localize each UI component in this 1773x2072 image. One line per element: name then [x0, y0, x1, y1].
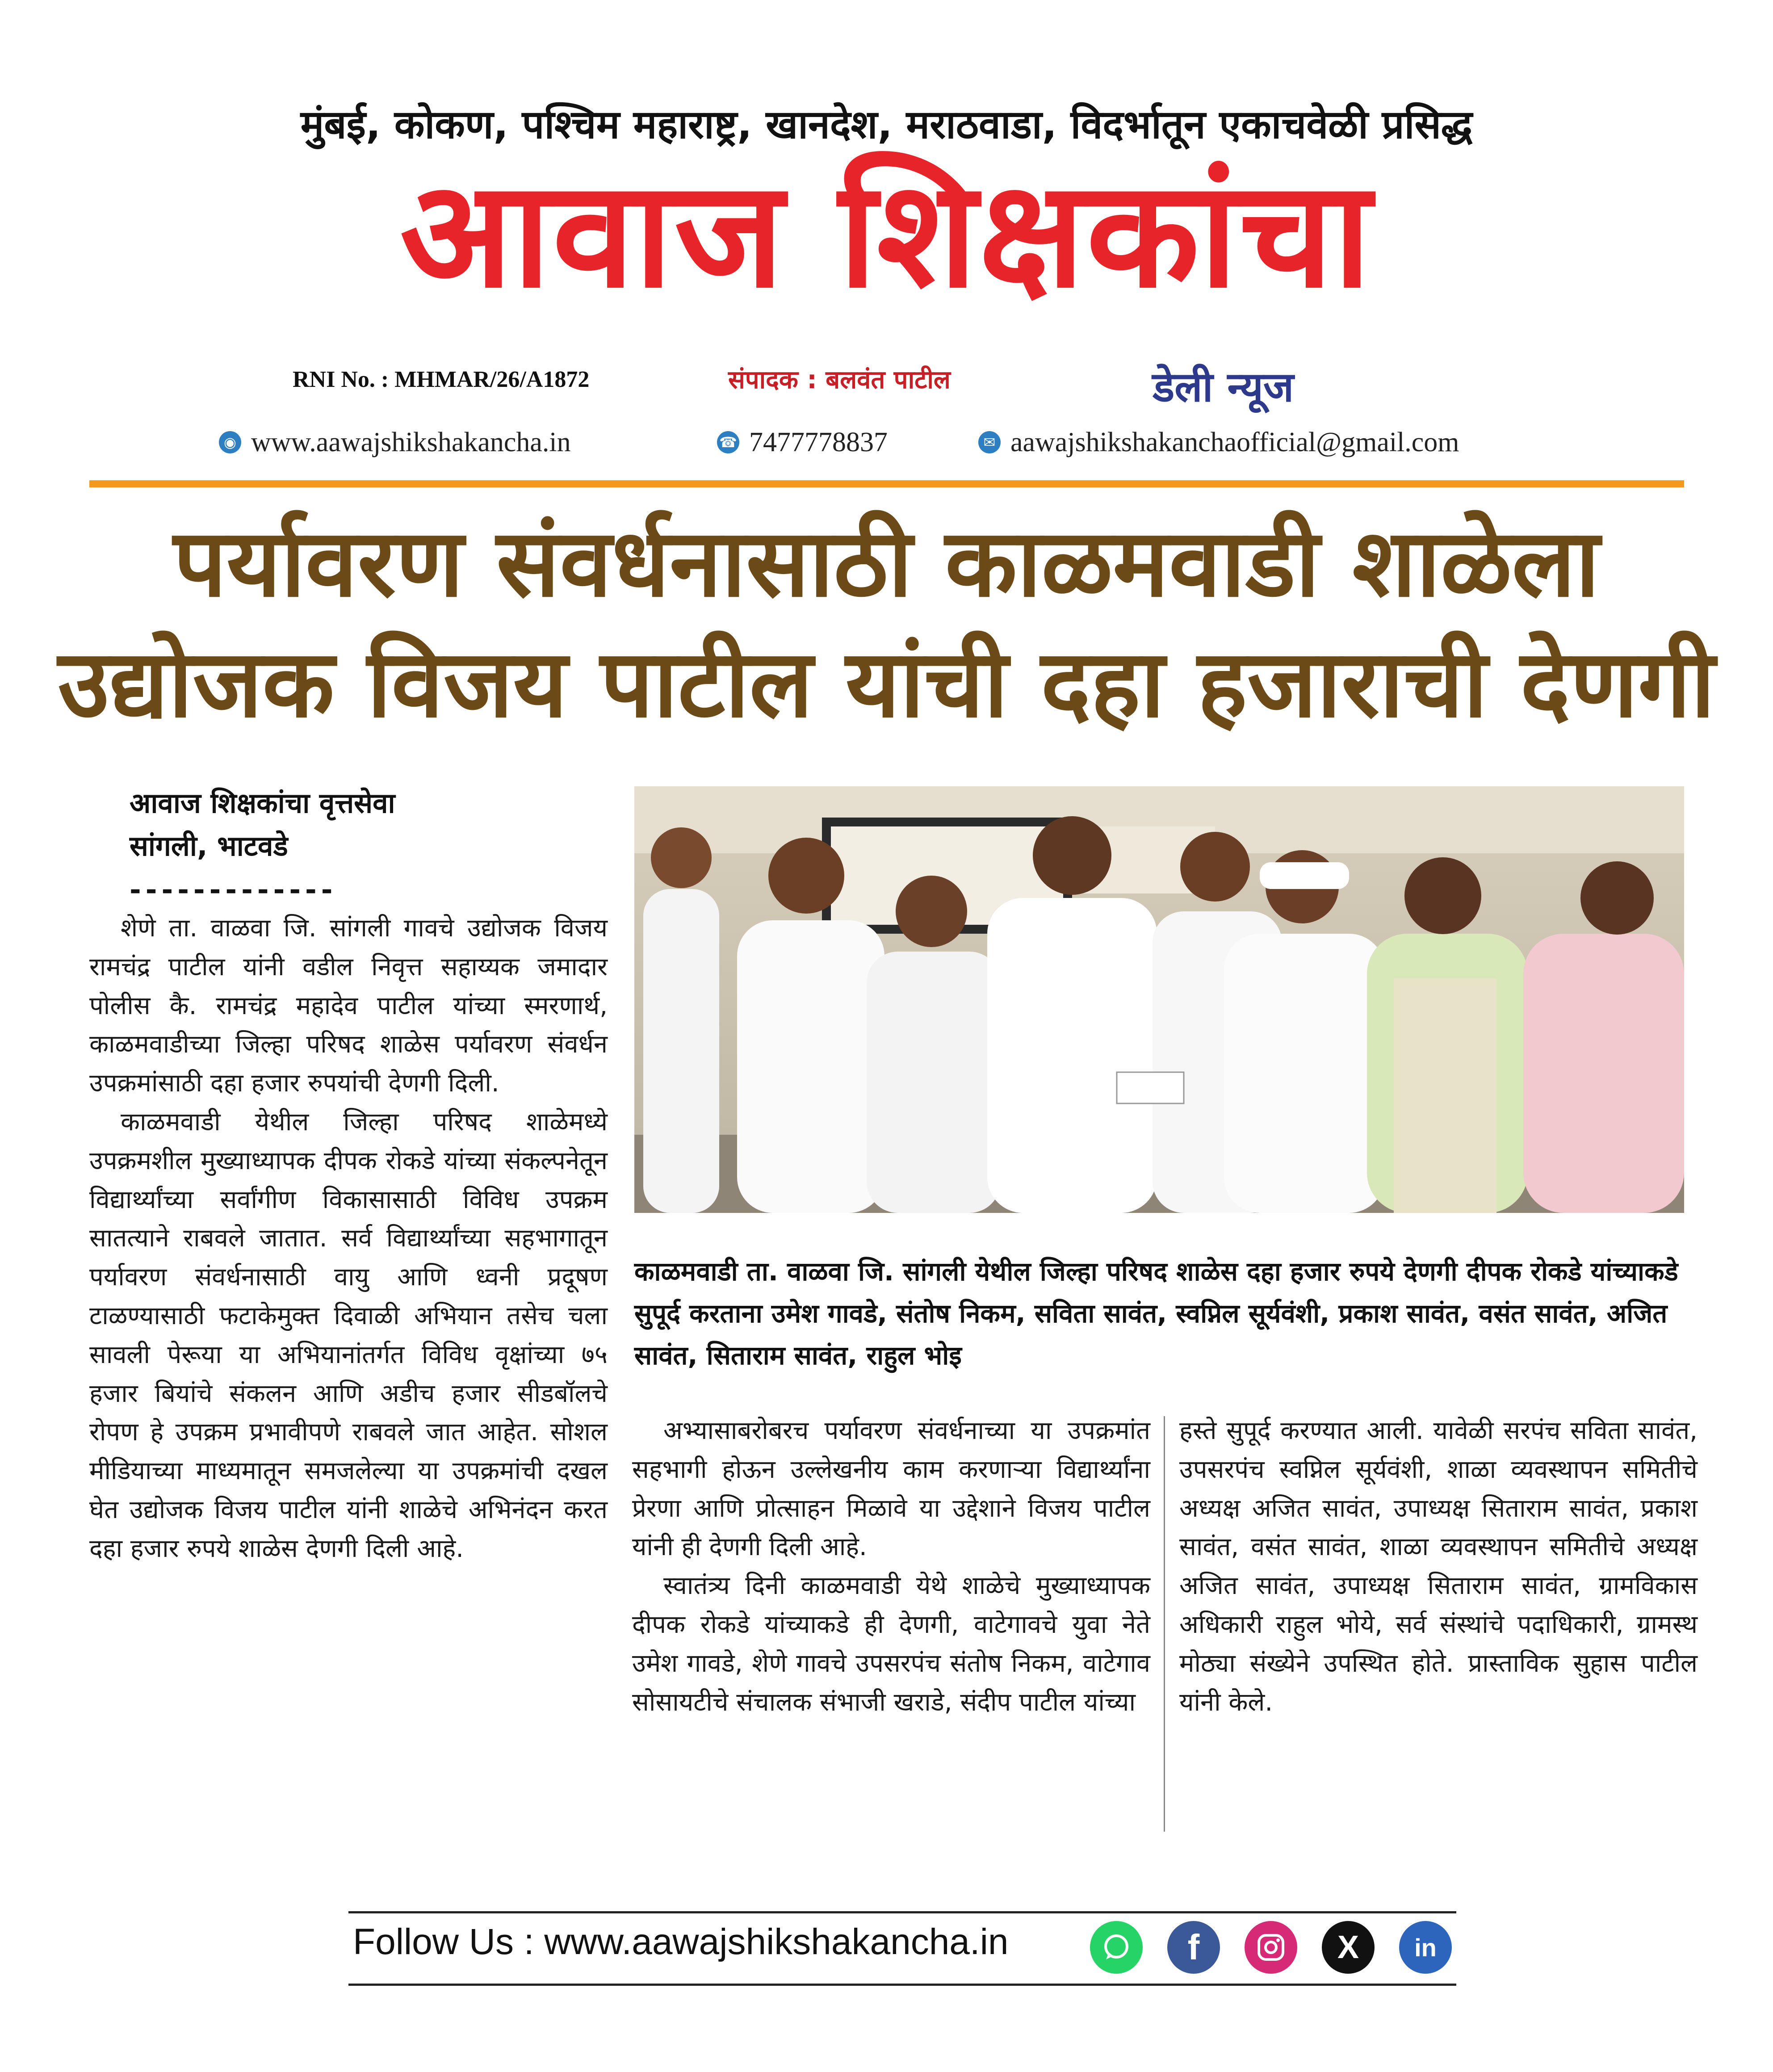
footer-divider-bottom — [348, 1984, 1456, 1986]
contact-website[interactable] — [219, 424, 571, 460]
byline-rule: ------------- — [130, 873, 337, 906]
byline — [130, 782, 395, 868]
tagline: मुंबई, कोकण, पश्चिम महाराष्ट्र, खानदेश, मराठवाडा, विदर्भातून एकाचवेळी प्रसिद्ध — [300, 101, 1473, 147]
contact-email[interactable] — [978, 424, 1459, 460]
email-text: aawajshikshakanchaofficial@gmail.com — [1010, 427, 1459, 457]
facebook-icon[interactable]: f — [1167, 1921, 1220, 1974]
headline-line-1: पर्यावरण संवर्धनासाठी काळमवाडी शाळेला — [173, 508, 1600, 618]
follow-us-link[interactable]: Follow Us : www.aawajshikshakancha.in — [353, 1921, 1009, 1962]
article-column-2 — [632, 1412, 1150, 1722]
globe-icon: ◉ — [219, 431, 241, 453]
article-column-1 — [89, 909, 608, 1569]
phone-text: 7477778837 — [749, 427, 888, 457]
photo-caption: काळमवाडी ता. वाळवा जि. सांगली येथील जिल्हा परिषद शाळेस दहा हजार रुपये देणगी दीपक रोकडे यांच्याकडे सुपूर्द करताना उमेश गावडे, संतोष निकम, सविता सावंत, स्वप्निल सूर्यवंशी, प्रकाश सावंत, वसंत सावंत, अजित सावंत, सिताराम सावंत, राहुल भोइ — [634, 1256, 1678, 1371]
paragraph: शेणे ता. वाळवा जि. सांगली गावचे उद्योजक विजय रामचंद्र पाटील यांनी वडील निवृत्त सहाय्यक जमादार पोलीस कै. रामचंद्र महादेव पाटील यांच्या स्मरणार्थ, काळमवाडीच्या जिल्हा परिषद शाळेस पर्यावरण संवर्धन उपक्रमांसाठी दहा हजार रुपयांची देणगी दिली. — [89, 914, 608, 1098]
paragraph: अभ्यासाबरोबरच पर्यावरण संवर्धनाच्या या उपक्रमांत सहभागी होऊन उल्लेखनीय काम करणाऱ्या विद्यार्थ्यांना प्रेरणा आणि प्रोत्साहन मिळावे या उद्देशाने विजय पाटील यांनी ही देणगी दिली आहे. — [632, 1416, 1150, 1562]
headline-line-2: उद्योजक विजय पाटील यांची दहा हजाराची देणगी — [58, 629, 1715, 738]
social-icons — [1090, 1921, 1452, 1974]
byline-agency: आवाज शिक्षकांचा वृत्तसेवा — [130, 787, 395, 819]
paragraph: हस्ते सुपूर्द करण्यात आली. यावेळी सरपंच सविता सावंत, उपसरपंच स्वप्निल सूर्यवंशी, शाळा व्यवस्थापन समितीचे अध्यक्ष अजित सावंत, उपाध्यक्ष सिताराम सावंत, प्रकाश सावंत, वसंत सावंत, शाळा व्यवस्थापन समितीचे अध्यक्ष अजित सावंत, उपाध्यक्ष सिताराम सावंत, ग्रामविकास अधिकारी राहुल भोये, सर्व संस्थांचे पदाधिकारी, ग्रामस्थ मोठ्या संख्येने उपस्थित होते. प्रास्ताविक सुहास पाटील यांनी केले. — [1179, 1416, 1698, 1717]
article-photo — [634, 786, 1684, 1213]
masthead-title: आवाज शिक्षकांचा — [400, 149, 1373, 320]
footer-divider-top — [348, 1911, 1456, 1913]
instagram-icon[interactable] — [1245, 1921, 1297, 1974]
contact-phone[interactable] — [717, 424, 888, 460]
byline-place: सांगली, भाटवडे — [130, 830, 288, 863]
linkedin-icon[interactable]: in — [1399, 1921, 1452, 1974]
phone-icon: ☎ — [717, 431, 739, 453]
daily-news-label: डेली न्यूज — [1153, 363, 1294, 411]
rni-number: RNI No. : MHMAR/26/A1872 — [293, 367, 590, 392]
article-column-3 — [1179, 1412, 1698, 1722]
x-icon[interactable]: X — [1322, 1921, 1375, 1974]
editor-credit: संपादक : बलवंत पाटील — [728, 365, 951, 394]
header-divider — [89, 480, 1684, 487]
column-divider — [1164, 1416, 1165, 1832]
mail-icon: ✉ — [978, 431, 1001, 453]
paragraph: स्वातंत्र्य दिनी काळमवाडी येथे शाळेचे मुख्याध्यापक दीपक रोकडे यांच्याकडे ही देणगी, वाटेगावचे युवा नेते उमेश गावडे, शेणे गावचे उपसरपंच संतोष निकम, वाटेगाव सोसायटीचे संचालक संभाजी खराडे, संदीप पाटील यांच्या — [632, 1571, 1150, 1717]
website-text: www.aawajshikshakancha.in — [251, 427, 571, 457]
paragraph: काळमवाडी येथील जिल्हा परिषद शाळेमध्ये उपक्रमशील मुख्याध्यापक दीपक रोकडे यांच्या संकल्पनेतून विद्यार्थ्यांच्या सर्वांगीण विकासासाठी विविध उपक्रम सातत्याने राबवले जातात. सर्व विद्यार्थ्यांच्या सहभागातून पर्यावरण संवर्धनासाठी वायु आणि ध्वनी प्रदूषण टाळण्यासाठी फटाकेमुक्त दिवाळी अभियान तसेच चला सावली पेरूया या अभियानांतर्गत विविध वृक्षांच्या ७५ हजार बियांचे संकलन आणि अडीच हजार सीडबॉलचे रोपण हे उपक्रम प्रभावीपणे राबवले जात आहेत. सोशल मीडियाच्या माध्यमातून समजलेल्या या उपक्रमांची दखल घेत उद्योजक विजय पाटील यांनी शाळेचे अभिनंदन करत दहा हजार रुपये शाळेस देणगी दिली आहे. — [89, 1107, 608, 1563]
whatsapp-icon[interactable] — [1090, 1921, 1143, 1974]
